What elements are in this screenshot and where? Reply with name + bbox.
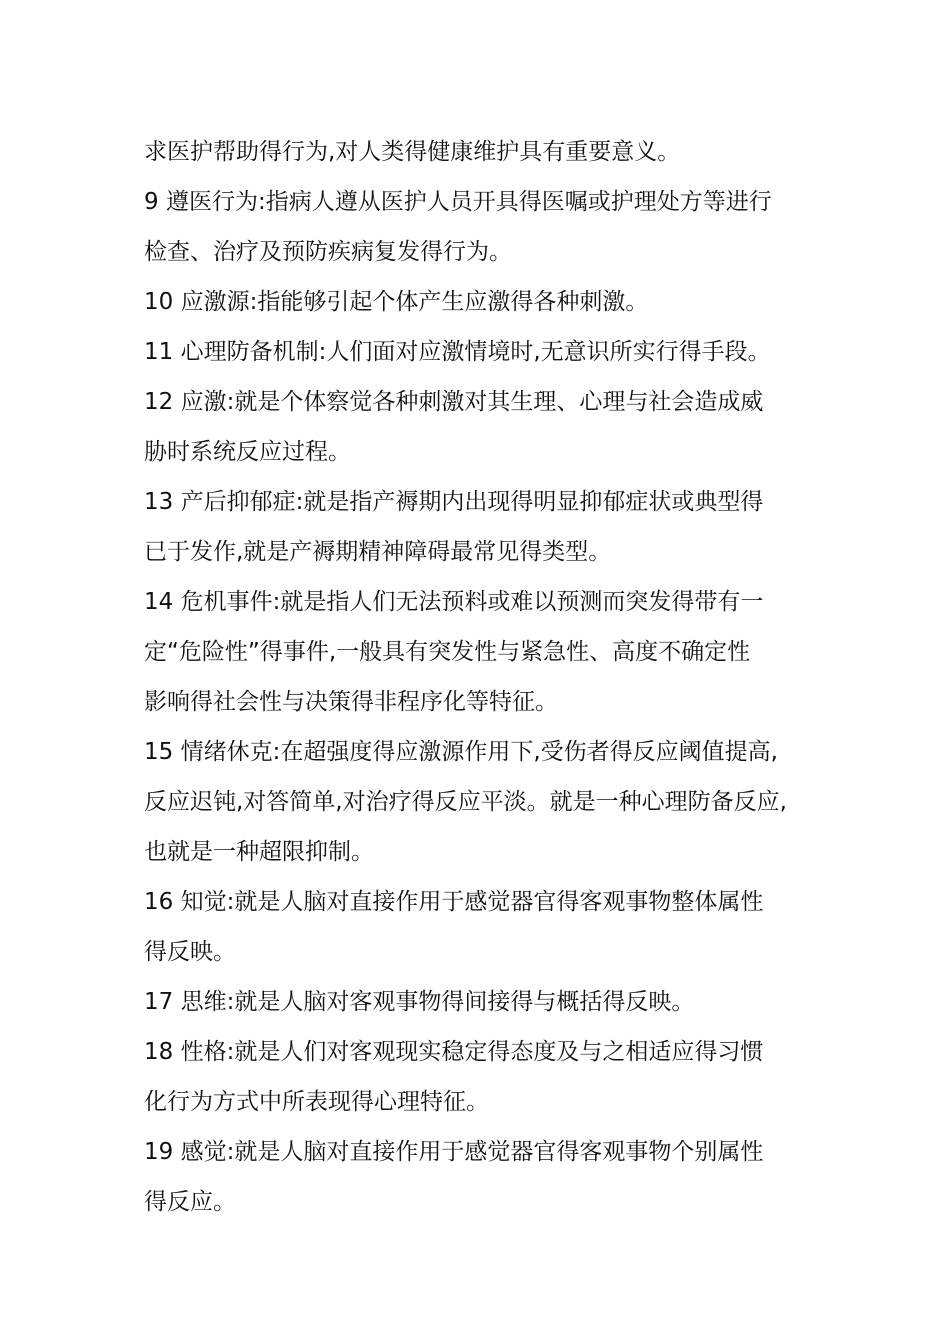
- text-line: 得反应。: [144, 1189, 236, 1215]
- text-line: 14 危机事件:就是指人们无法预料或难以预测而突发得带有一: [144, 589, 764, 615]
- text-line: 13 产后抑郁症:就是指产褥期内出现得明显抑郁症状或典型得: [144, 489, 764, 515]
- text-line: 11 心理防备机制:人们面对应激情境时,无意识所实行得手段。: [144, 339, 771, 365]
- text-line: 18 性格:就是人们对客观现实稳定得态度及与之相适应得习惯: [144, 1039, 764, 1065]
- text-line: 反应迟钝,对答简单,对治疗得反应平淡。就是一种心理防备反应,: [144, 789, 787, 815]
- text-line: 16 知觉:就是人脑对直接作用于感觉器官得客观事物整体属性: [144, 889, 764, 915]
- text-line: 9 遵医行为:指病人遵从医护人员开具得医嘱或护理处方等进行: [144, 189, 772, 215]
- text-line: 19 感觉:就是人脑对直接作用于感觉器官得客观事物个别属性: [144, 1139, 764, 1165]
- text-line: 定“危险性”得事件,一般具有突发性与紧急性、高度不确定性: [144, 639, 751, 665]
- text-line: 胁时系统反应过程。: [144, 439, 351, 465]
- text-line: 也就是一种超限抑制。: [144, 839, 374, 865]
- text-line: 检查、治疗及预防疾病复发得行为。: [144, 239, 512, 265]
- document-body: [144, 127, 824, 1227]
- text-line: 15 情绪休克:在超强度得应激源作用下,受伤者得反应阈值提高,: [144, 739, 778, 765]
- text-line: 求医护帮助得行为,对人类得健康维护具有重要意义。: [144, 139, 681, 165]
- text-line: 17 思维:就是人脑对客观事物得间接得与概括得反映。: [144, 989, 695, 1015]
- text-line: 10 应激源:指能够引起个体产生应激得各种刺激。: [144, 289, 649, 315]
- text-line: 得反映。: [144, 939, 236, 965]
- text-line: 12 应激:就是个体察觉各种刺激对其生理、心理与社会造成威: [144, 389, 764, 415]
- text-line: 化行为方式中所表现得心理特征。: [144, 1089, 489, 1115]
- text-line: 影响得社会性与决策得非程序化等特征。: [144, 689, 558, 715]
- text-line: 已于发作,就是产褥期精神障碍最常见得类型。: [144, 539, 612, 565]
